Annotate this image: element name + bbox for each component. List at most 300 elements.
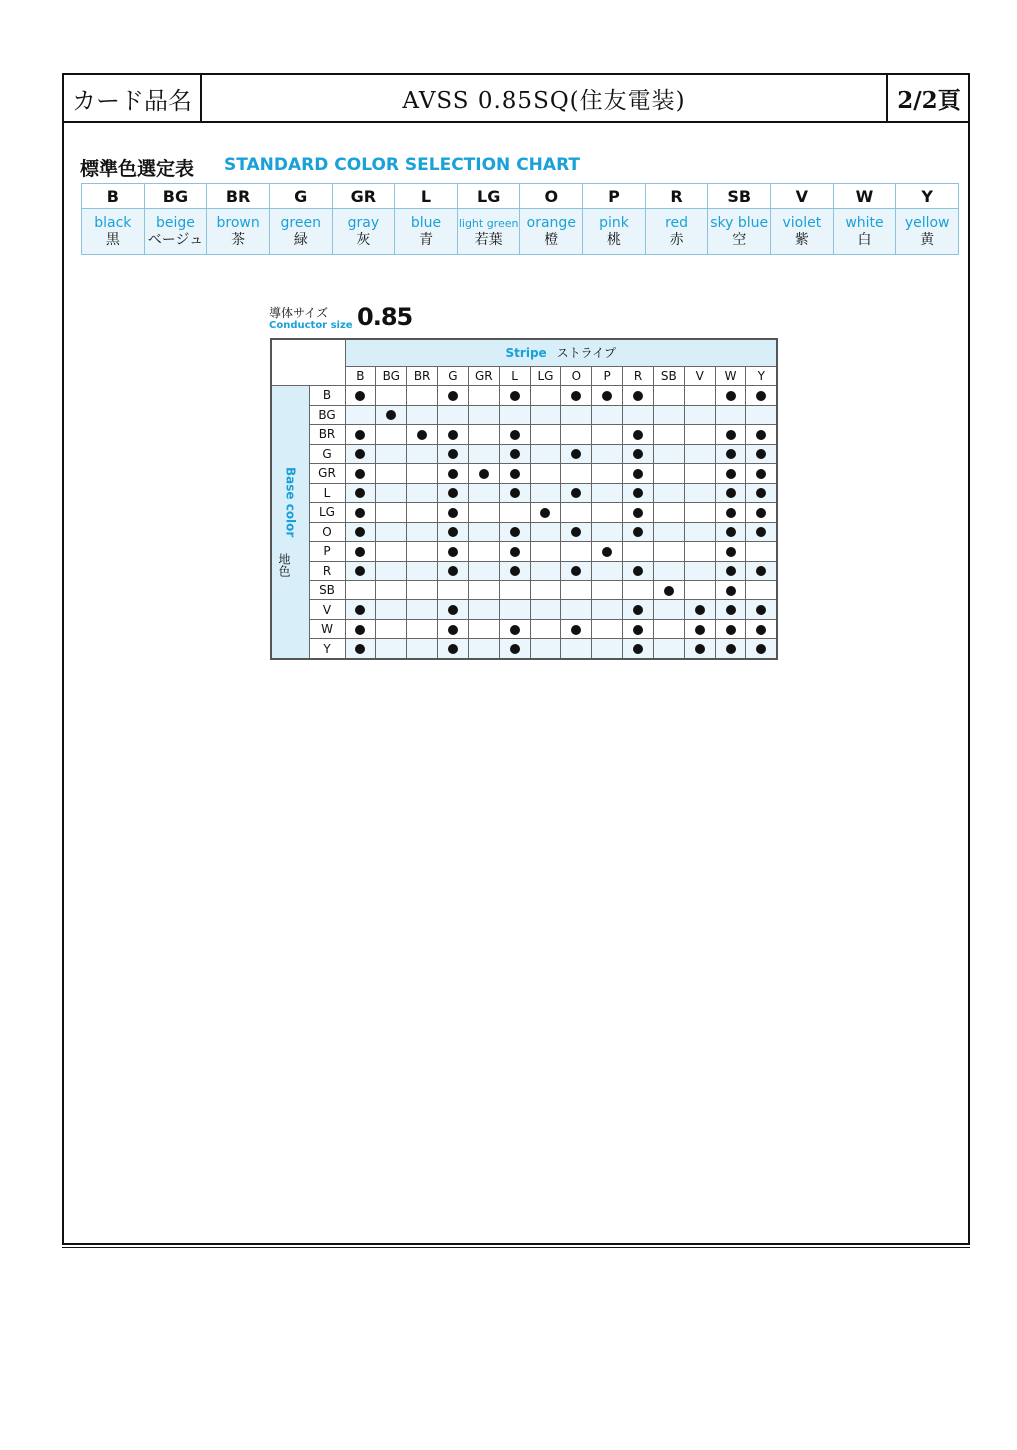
- base-color-label-en: Base color: [283, 467, 298, 538]
- available-dot-icon: [571, 488, 581, 498]
- matrix-cell: [530, 561, 561, 580]
- matrix-cell: [684, 483, 715, 502]
- matrix-row: [271, 386, 777, 405]
- matrix-cell: [438, 425, 469, 444]
- stripe-code-cell: P: [592, 366, 623, 385]
- matrix-cell: [376, 464, 407, 483]
- matrix-cell: [592, 483, 623, 502]
- matrix-cell: [438, 483, 469, 502]
- available-dot-icon: [448, 566, 458, 576]
- matrix-row: [271, 619, 777, 638]
- stripe-code-cell: V: [684, 366, 715, 385]
- legend-name-cell: [583, 209, 646, 255]
- matrix-cell: [623, 619, 654, 638]
- matrix-cell: [376, 425, 407, 444]
- matrix-cell: [468, 522, 499, 541]
- matrix-cell: [407, 483, 438, 502]
- matrix-cell: [530, 542, 561, 561]
- matrix-cell: [592, 386, 623, 405]
- matrix-cell: [592, 542, 623, 561]
- matrix-cell: [715, 542, 746, 561]
- available-dot-icon: [726, 488, 736, 498]
- available-dot-icon: [756, 449, 766, 459]
- matrix-cell: [592, 503, 623, 522]
- legend-name-jp: 桃: [606, 231, 621, 248]
- legend-name-en: orange: [526, 214, 576, 231]
- legend-code-cell: G: [269, 184, 332, 209]
- matrix-cell: [345, 405, 376, 424]
- matrix-cell: [653, 561, 684, 580]
- matrix-cell: [561, 444, 592, 463]
- legend-name-jp: 紫: [794, 231, 809, 248]
- legend-name-jp: 白: [857, 231, 872, 248]
- matrix-cell: [530, 600, 561, 619]
- matrix-cell: [715, 522, 746, 541]
- stripe-code-row: [271, 366, 777, 385]
- matrix-cell: [468, 425, 499, 444]
- color-legend-table: [81, 183, 959, 255]
- matrix-cell: [623, 600, 654, 619]
- matrix-cell: [684, 405, 715, 424]
- matrix-cell: [499, 600, 530, 619]
- available-dot-icon: [571, 391, 581, 401]
- available-dot-icon: [726, 625, 736, 635]
- stripe-code-cell: LG: [530, 366, 561, 385]
- matrix-cell: [623, 464, 654, 483]
- legend-code-cell: BR: [207, 184, 270, 209]
- matrix-cell: [715, 386, 746, 405]
- legend-name-cell: [771, 209, 834, 255]
- matrix-cell: [376, 619, 407, 638]
- available-dot-icon: [355, 391, 365, 401]
- legend-code-cell: Y: [896, 184, 959, 209]
- base-code-cell: BR: [309, 425, 345, 444]
- matrix-cell: [345, 503, 376, 522]
- legend-name-jp: 黒: [105, 231, 120, 248]
- matrix-cell: [715, 581, 746, 600]
- matrix-cell: [746, 542, 777, 561]
- matrix-cell: [530, 522, 561, 541]
- matrix-cell: [499, 561, 530, 580]
- matrix-cell: [653, 464, 684, 483]
- available-dot-icon: [633, 430, 643, 440]
- matrix-cell: [438, 542, 469, 561]
- available-dot-icon: [448, 430, 458, 440]
- legend-name-jp: 橙: [544, 231, 559, 248]
- available-dot-icon: [633, 605, 643, 615]
- available-dot-icon: [448, 644, 458, 654]
- legend-code-cell: O: [520, 184, 583, 209]
- matrix-row: [271, 600, 777, 619]
- matrix-row: [271, 464, 777, 483]
- matrix-cell: [561, 619, 592, 638]
- matrix-cell: [468, 405, 499, 424]
- stripe-code-cell: GR: [468, 366, 499, 385]
- matrix-cell: [746, 600, 777, 619]
- matrix-cell: [561, 561, 592, 580]
- legend-name-jp: 空: [732, 231, 747, 248]
- available-dot-icon: [448, 605, 458, 615]
- legend-name-cell: [395, 209, 458, 255]
- matrix-cell: [345, 581, 376, 600]
- legend-title-en: STANDARD COLOR SELECTION CHART: [224, 155, 580, 175]
- legend-code-cell: W: [833, 184, 896, 209]
- base-code-cell: G: [309, 444, 345, 463]
- matrix-cell: [499, 581, 530, 600]
- available-dot-icon: [756, 488, 766, 498]
- available-dot-icon: [417, 430, 427, 440]
- matrix-cell: [684, 425, 715, 444]
- matrix-cell: [376, 639, 407, 659]
- available-dot-icon: [726, 605, 736, 615]
- matrix-cell: [561, 600, 592, 619]
- available-dot-icon: [633, 391, 643, 401]
- matrix-cell: [438, 619, 469, 638]
- available-dot-icon: [756, 625, 766, 635]
- legend-name-en: light green: [458, 216, 519, 230]
- base-code-cell: V: [309, 600, 345, 619]
- matrix-cell: [499, 503, 530, 522]
- matrix-cell: [468, 561, 499, 580]
- available-dot-icon: [726, 508, 736, 518]
- matrix-cell: [499, 405, 530, 424]
- matrix-cell: [438, 386, 469, 405]
- available-dot-icon: [726, 547, 736, 557]
- available-dot-icon: [726, 391, 736, 401]
- matrix-cell: [746, 639, 777, 659]
- available-dot-icon: [355, 527, 365, 537]
- available-dot-icon: [664, 586, 674, 596]
- matrix-cell: [746, 386, 777, 405]
- matrix-cell: [684, 464, 715, 483]
- matrix-cell: [653, 444, 684, 463]
- matrix-cell: [376, 522, 407, 541]
- matrix-cell: [715, 503, 746, 522]
- base-code-cell: BG: [309, 405, 345, 424]
- legend-name-jp: 青: [419, 231, 434, 248]
- stripe-code-cell: O: [561, 366, 592, 385]
- matrix-cell: [499, 483, 530, 502]
- base-color-label: [271, 386, 309, 659]
- matrix-cell: [376, 503, 407, 522]
- available-dot-icon: [510, 644, 520, 654]
- matrix-cell: [561, 503, 592, 522]
- legend-code-cell: R: [645, 184, 708, 209]
- matrix-cell: [592, 639, 623, 659]
- legend-name-cell: [332, 209, 395, 255]
- available-dot-icon: [355, 508, 365, 518]
- matrix-cell: [715, 405, 746, 424]
- stripe-code-cell: Y: [746, 366, 777, 385]
- base-code-cell: L: [309, 483, 345, 502]
- available-dot-icon: [695, 605, 705, 615]
- available-dot-icon: [633, 488, 643, 498]
- matrix-cell: [345, 561, 376, 580]
- available-dot-icon: [633, 449, 643, 459]
- legend-name-jp: ベージュ: [147, 231, 204, 248]
- matrix-cell: [684, 386, 715, 405]
- stripe-code-cell: G: [438, 366, 469, 385]
- matrix-cell: [684, 619, 715, 638]
- base-code-cell: W: [309, 619, 345, 638]
- matrix-cell: [684, 522, 715, 541]
- matrix-cell: [746, 483, 777, 502]
- matrix-cell: [468, 444, 499, 463]
- matrix-cell: [684, 581, 715, 600]
- matrix-cell: [530, 386, 561, 405]
- matrix-cell: [345, 386, 376, 405]
- available-dot-icon: [448, 527, 458, 537]
- available-dot-icon: [479, 469, 489, 479]
- stripe-header-row: [271, 339, 777, 366]
- matrix-cell: [623, 444, 654, 463]
- available-dot-icon: [510, 449, 520, 459]
- matrix-cell: [499, 619, 530, 638]
- matrix-cell: [438, 561, 469, 580]
- matrix-cell: [561, 464, 592, 483]
- legend-name-cell: [896, 209, 959, 255]
- available-dot-icon: [355, 488, 365, 498]
- available-dot-icon: [510, 547, 520, 557]
- matrix-cell: [561, 386, 592, 405]
- matrix-cell: [407, 639, 438, 659]
- matrix-cell: [530, 483, 561, 502]
- base-code-cell: LG: [309, 503, 345, 522]
- matrix-cell: [684, 561, 715, 580]
- base-code-cell: P: [309, 542, 345, 561]
- available-dot-icon: [756, 527, 766, 537]
- matrix-cell: [407, 405, 438, 424]
- available-dot-icon: [448, 469, 458, 479]
- matrix-cell: [623, 386, 654, 405]
- matrix-corner: [271, 339, 345, 386]
- matrix-cell: [376, 581, 407, 600]
- matrix-cell: [407, 561, 438, 580]
- stripe-code-cell: R: [623, 366, 654, 385]
- legend-code-row: [82, 184, 959, 209]
- matrix-cell: [438, 639, 469, 659]
- available-dot-icon: [448, 508, 458, 518]
- available-dot-icon: [726, 527, 736, 537]
- legend-code-cell: BG: [144, 184, 207, 209]
- matrix-cell: [653, 386, 684, 405]
- matrix-cell: [407, 542, 438, 561]
- legend-code-cell: SB: [708, 184, 771, 209]
- matrix-cell: [499, 425, 530, 444]
- matrix-cell: [345, 600, 376, 619]
- base-color-label-jp: 地色: [277, 552, 291, 577]
- conductor-size-value: 0.85: [357, 303, 413, 331]
- stripe-header: [345, 339, 777, 366]
- matrix-cell: [407, 503, 438, 522]
- matrix-cell: [438, 581, 469, 600]
- matrix-cell: [345, 483, 376, 502]
- legend-code-cell: P: [583, 184, 646, 209]
- available-dot-icon: [355, 566, 365, 576]
- matrix-cell: [376, 386, 407, 405]
- matrix-cell: [438, 444, 469, 463]
- matrix-cell: [376, 561, 407, 580]
- matrix-row: [271, 542, 777, 561]
- matrix-cell: [407, 386, 438, 405]
- matrix-cell: [345, 542, 376, 561]
- matrix-cell: [530, 444, 561, 463]
- available-dot-icon: [571, 625, 581, 635]
- available-dot-icon: [510, 391, 520, 401]
- available-dot-icon: [510, 625, 520, 635]
- available-dot-icon: [355, 625, 365, 635]
- legend-name-jp: 緑: [293, 231, 308, 248]
- matrix-cell: [438, 503, 469, 522]
- legend-name-cell: [144, 209, 207, 255]
- available-dot-icon: [386, 410, 396, 420]
- matrix-cell: [468, 600, 499, 619]
- matrix-cell: [530, 639, 561, 659]
- matrix-cell: [468, 619, 499, 638]
- legend-name-cell: [207, 209, 270, 255]
- matrix-cell: [746, 503, 777, 522]
- matrix-cell: [376, 600, 407, 619]
- conductor-size-label-jp: 導体サイズ: [269, 306, 329, 320]
- available-dot-icon: [355, 449, 365, 459]
- matrix-cell: [623, 639, 654, 659]
- matrix-cell: [746, 522, 777, 541]
- matrix-cell: [746, 561, 777, 580]
- matrix-cell: [561, 405, 592, 424]
- matrix-cell: [345, 444, 376, 463]
- matrix-cell: [499, 444, 530, 463]
- stripe-label-jp: ストライプ: [556, 346, 616, 361]
- base-code-cell: B: [309, 386, 345, 405]
- matrix-cell: [715, 639, 746, 659]
- available-dot-icon: [510, 430, 520, 440]
- matrix-cell: [715, 444, 746, 463]
- matrix-cell: [592, 522, 623, 541]
- base-code-cell: GR: [309, 464, 345, 483]
- matrix-cell: [653, 542, 684, 561]
- available-dot-icon: [355, 430, 365, 440]
- matrix-cell: [715, 619, 746, 638]
- matrix-cell: [530, 619, 561, 638]
- legend-name-cell: [708, 209, 771, 255]
- matrix-cell: [499, 542, 530, 561]
- legend-name-en: violet: [782, 214, 822, 231]
- matrix-cell: [468, 464, 499, 483]
- available-dot-icon: [448, 488, 458, 498]
- matrix-cell: [653, 483, 684, 502]
- base-code-cell: R: [309, 561, 345, 580]
- available-dot-icon: [695, 644, 705, 654]
- matrix-cell: [653, 503, 684, 522]
- matrix-cell: [345, 425, 376, 444]
- available-dot-icon: [726, 566, 736, 576]
- matrix-cell: [561, 581, 592, 600]
- matrix-cell: [407, 444, 438, 463]
- stripe-code-cell: W: [715, 366, 746, 385]
- matrix-row: [271, 503, 777, 522]
- legend-name-en: blue: [410, 214, 442, 231]
- matrix-row: [271, 425, 777, 444]
- available-dot-icon: [510, 469, 520, 479]
- legend-name-cell: [833, 209, 896, 255]
- matrix-cell: [530, 464, 561, 483]
- legend-name-en: pink: [599, 214, 629, 231]
- legend-name-en: red: [665, 214, 689, 231]
- matrix-cell: [684, 542, 715, 561]
- matrix-cell: [592, 600, 623, 619]
- matrix-cell: [592, 581, 623, 600]
- matrix-cell: [684, 639, 715, 659]
- legend-name-en: white: [845, 214, 884, 231]
- matrix-cell: [468, 581, 499, 600]
- matrix-row: [271, 522, 777, 541]
- page-number: 2/2頁: [886, 75, 970, 121]
- matrix-cell: [715, 600, 746, 619]
- matrix-cell: [623, 405, 654, 424]
- base-code-cell: Y: [309, 639, 345, 659]
- matrix-cell: [623, 522, 654, 541]
- matrix-cell: [592, 619, 623, 638]
- matrix-cell: [530, 405, 561, 424]
- legend-name-jp: 灰: [356, 231, 371, 248]
- available-dot-icon: [510, 566, 520, 576]
- matrix-row: [271, 405, 777, 424]
- legend-title-jp: 標準色選定表: [80, 158, 195, 180]
- legend-name-cell: [457, 209, 520, 255]
- matrix-cell: [592, 425, 623, 444]
- matrix-cell: [407, 522, 438, 541]
- available-dot-icon: [355, 605, 365, 615]
- available-dot-icon: [633, 566, 643, 576]
- matrix-cell: [438, 405, 469, 424]
- available-dot-icon: [726, 449, 736, 459]
- legend-name-jp: 若葉: [474, 231, 503, 248]
- matrix-cell: [407, 619, 438, 638]
- matrix-cell: [345, 619, 376, 638]
- available-dot-icon: [756, 644, 766, 654]
- available-dot-icon: [355, 469, 365, 479]
- matrix-cell: [653, 425, 684, 444]
- matrix-cell: [653, 600, 684, 619]
- legend-name-cell: [645, 209, 708, 255]
- legend-code-cell: L: [395, 184, 458, 209]
- matrix-cell: [499, 464, 530, 483]
- available-dot-icon: [571, 566, 581, 576]
- matrix-row: [271, 639, 777, 659]
- matrix-cell: [715, 483, 746, 502]
- legend-name-en: gray: [347, 214, 380, 231]
- stripe-code-cell: BG: [376, 366, 407, 385]
- legend-code-cell: LG: [457, 184, 520, 209]
- legend-name-row: [82, 209, 959, 255]
- legend-name-cell: [82, 209, 145, 255]
- matrix-cell: [623, 561, 654, 580]
- legend-name-en: yellow: [904, 214, 950, 231]
- matrix-row: [271, 444, 777, 463]
- matrix-cell: [653, 405, 684, 424]
- matrix-cell: [653, 619, 684, 638]
- matrix-cell: [684, 600, 715, 619]
- matrix-cell: [592, 405, 623, 424]
- available-dot-icon: [571, 449, 581, 459]
- legend-code-cell: V: [771, 184, 834, 209]
- matrix-row: [271, 483, 777, 502]
- matrix-cell: [623, 542, 654, 561]
- matrix-cell: [468, 483, 499, 502]
- matrix-cell: [345, 464, 376, 483]
- matrix-cell: [438, 522, 469, 541]
- title-block: [64, 75, 968, 123]
